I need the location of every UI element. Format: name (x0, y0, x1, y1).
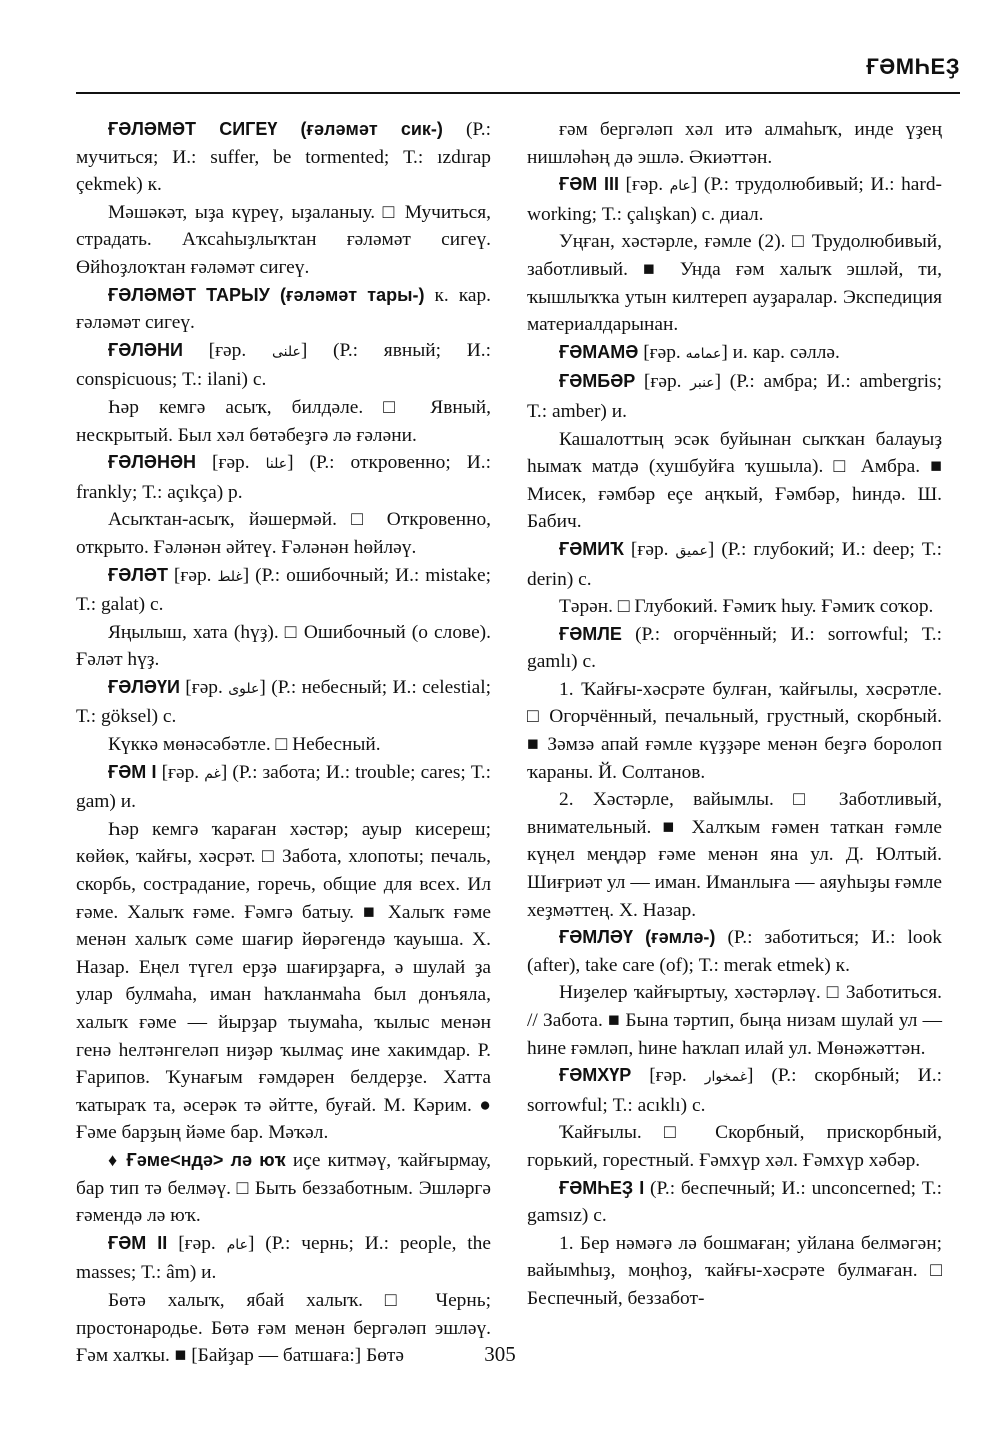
entry-text: (Р.: трудолюбивый; И.: hard-working; Т.: çalışkan) с. диал. (527, 174, 942, 225)
entry-text: (Р.: беспечный; И.: unconcerned; Т.: gamsız) с. (527, 1177, 943, 1227)
etymology-open: [ғәр. (167, 564, 218, 586)
dictionary-paragraph (76, 337, 491, 394)
entry-text: 1. Ҡайғы-хәсрәте булған, ҡайғылы, хәсрәтле. □ Огорчённый, печальный, грустный, скорбный. ■ Зәмзә апай ғәмле күҙҙәре менән беҙгә боролоп ҡараны. Й. Солтанов. (527, 678, 942, 783)
etymology-open: [ғәр. (623, 538, 676, 560)
dictionary-paragraph (76, 562, 491, 619)
running-head: ҒӘМҺЕҘ (866, 54, 960, 79)
dictionary-paragraph (527, 676, 942, 786)
arabic-etymon: عمامه (685, 345, 722, 362)
entry-text: Күккә мөнәсәбәтле. □ Небесный. (108, 734, 381, 756)
entry-text: ғәм бергәләп хәл итә алмаһыҡ, инде үҙең нишләһәң дә эшлә. Әкиәттән. (527, 119, 942, 168)
dictionary-paragraph (76, 731, 491, 759)
headword: ҒӘМБӘР (559, 371, 636, 392)
entry-text: Тәрән. □ Глубокий. Ғәмиҡ һыу. Ғәмиҡ соҡор. (559, 596, 934, 618)
headword: ҒӘЛӘТ (108, 564, 168, 585)
headword: ҒӘМАМӘ (559, 341, 639, 362)
arabic-etymon: عنبر (690, 375, 715, 392)
etymology-close: ] (287, 452, 294, 474)
entry-text: (Р.: откровенно; И.: frankly; Т.: açıkça) р. (76, 452, 491, 503)
entry-text: (Р.: ошибочный; И.: mistake; Т.: galat) с. (76, 564, 491, 616)
entry-text: (Р.: скорбный; И.: sorrowful; Т.: acıklı) с. (527, 1065, 942, 1116)
arabic-etymon: عميق (675, 542, 708, 559)
arabic-etymon: غم (204, 765, 221, 782)
headword: ҒӘМЛӘҮ (ғәмлә-) (559, 927, 716, 948)
entry-text: (Р.: мучиться; И.: suffer, be tormented; Т.: ızdırap çekmek) к. (76, 119, 491, 196)
entry-text: Яңылыш, хата (һүҙ). □ Ошибочный (о слове). Ғәләт һүҙ. (76, 621, 491, 671)
dictionary-paragraph (527, 786, 942, 924)
dictionary-paragraph (527, 228, 942, 338)
dictionary-paragraph (76, 759, 491, 816)
headword: ҒӘЛӘНӘН (108, 452, 197, 473)
etymology-open: [ғәр. (618, 174, 670, 196)
entry-text: Кашалоттың эсәк буйынан сыҡҡан балауыҙ һымаҡ матдә (хушбуйға ҡушыла). □ Амбра. ■ Мисек, ғәмбәр еҫе аңҡый, Ғәмбәр, һиндә. Ш. Бабич. (527, 428, 942, 533)
etymology-close: ] (300, 339, 308, 361)
entry-text: Уңған, хәстәрле, ғәмле (2). □ Трудолюбивый, заботливый. ■ Унда ғәм халыҡ эшләй, ти, ҡышлыҡҡа утын килтереп ауҙаралар. Экспедиция материалдарынан. (527, 231, 942, 336)
header-rule (76, 92, 960, 94)
dictionary-paragraph (527, 426, 942, 536)
entry-text: иҫе китмәү, ҡайғырмау, бар тип тә белмәү. □ Быть беззаботным. Эшләргә ғәмендә лә юҡ. (76, 1149, 492, 1227)
headword: ♦ Ғәме<ндә> лә юҡ (108, 1149, 286, 1170)
dictionary-paragraph (527, 1230, 942, 1313)
etymology-open: [ғәр. (156, 761, 205, 783)
dictionary-paragraph (527, 116, 942, 171)
dictionary-paragraph (76, 506, 491, 561)
headword: ҒӘЛӘНИ (108, 339, 183, 360)
page-number: 305 (484, 1342, 516, 1366)
headword: ҒӘЛӘМӘТ ТАРЫУ (ғәләмәт тары-) (108, 284, 425, 305)
arabic-etymon: علنى (271, 343, 301, 360)
entry-text: 1. Бер нәмәгә лә бошмаған; уйлана белмәгән; вайымһыҙ, моңһоҙ, ҡайғы-хәсрәте булмаған. □ Беспечный, беззабот- (527, 1232, 942, 1309)
etymology-close: ] (242, 564, 250, 586)
etymology-open: [ғәр. (179, 676, 229, 698)
dictionary-paragraph (527, 368, 942, 425)
entry-text: (Р.: забота; И.: trouble; cares; Т.: gam) и. (76, 761, 491, 813)
dictionary-paragraph (76, 282, 491, 337)
left-column (76, 116, 491, 1370)
entry-text: (Р.: амбра; И.: ambergris; Т.: amber) и. (527, 371, 942, 422)
arabic-etymon: عام (669, 178, 691, 195)
etymology-close: ] (690, 174, 698, 196)
etymology-close: ] (259, 676, 266, 698)
headword: ҒӘЛӘҮИ (108, 676, 180, 697)
dictionary-paragraph (527, 621, 942, 676)
dictionary-paragraph (527, 1119, 942, 1174)
dictionary-paragraph (527, 593, 942, 621)
dictionary-paragraph (527, 979, 942, 1062)
entry-text: Һәр кемгә ҡараған хәстәр; ауыр кисереш; көйөк, ҡайғы, хәсрәт. □ Забота, хлопоты; печаль, скорбь, сострадание, горечь, общие для всех. Ил ғәме. Халыҡ ғәме. Ғәмгә батыу. ■ Халыҡ ғәме менән халыҡ сәме шағир йөрәгендә ҡауыша. Х. Назар. Еңел түгел ерҙә шағирҙарға, ә шулай ҙа улар булмаһа, иман һаҡланмаһа был донъяла, халыҡ ғәме — йырҙар тыумаһа, ҡылыс менән генә һелтәнгеләп ниҙәр ҡылмаҫ ине хакимдар. Р. Ғарипов. Ҡунағым ғәмдәрен белдерҙе. Хатта ҡатыраҡ та, әсерәк тә әйтте, буғай. М. Кәрим. ● Ғәме барҙың йәме бар. Мәҡәл. (76, 818, 491, 1144)
entry-text: Мәшәкәт, ыҙа күреү, ыҙаланыу. □ Мучиться, страдать. Аҡсаһыҙлыҡтан ғәләмәт сигеү. Өйһоҙлоҡтан ғәләмәт сигеү. (76, 201, 491, 278)
headword: ҒӘМҺЕҘ I (559, 1177, 645, 1198)
entry-text: (Р.: огорчённый; И.: sorrowful; Т.: gamlı) с. (527, 623, 942, 673)
etymology-close: ] (747, 1065, 754, 1087)
etymology-close: ] (721, 341, 728, 363)
dictionary-paragraph (76, 394, 491, 449)
arabic-etymon: علوى (228, 680, 260, 697)
headword: ҒӘМХҮР (559, 1065, 632, 1086)
headword: ҒӘМ I (108, 761, 157, 782)
etymology-close: ] (714, 371, 722, 393)
dictionary-paragraph (76, 116, 491, 199)
dictionary-paragraph (76, 199, 491, 282)
etymology-open: [ғәр. (167, 1232, 227, 1254)
entry-text: (Р.: чернь; И.: people, the masses; Т.: âm) и. (76, 1232, 491, 1284)
dictionary-paragraph (76, 1147, 491, 1230)
arabic-etymon: غلط (217, 568, 243, 585)
headword: ҒӘМ III (559, 174, 619, 195)
etymology-open: [ғәр. (635, 371, 691, 393)
entry-text: Ниҙелер ҡайғыртыу, хәстәрләү. □ Заботиться. // Забота. ■ Бына тәртип, быңа низам шулай ул — һине ғәмләп, һине һаҡлап илай ул. Мөнәжәттән. (527, 982, 942, 1059)
entry-text: Һәр кемгә асыҡ, билдәле. □ Явный, нескрытый. Был хәл бөтәбеҙгә лә ғәләни. (76, 396, 491, 446)
etymology-open: [ғәр. (182, 339, 272, 361)
entry-text: (Р.: небесный; И.: celestial; Т.: göksel) с. (76, 676, 491, 728)
dictionary-paragraph (527, 536, 942, 593)
headword: ҒӘЛӘМӘТ СИГЕҮ (ғәләмәт сик-) (108, 119, 443, 139)
dictionary-paragraph (76, 1230, 491, 1287)
dictionary-paragraph (527, 1062, 942, 1119)
dictionary-paragraph (527, 1175, 942, 1230)
etymology-close: ] (247, 1232, 255, 1254)
entry-text: Бөтә халыҡ, ябай халыҡ. □ Чернь; простонародье. Бөтә ғәм менән бергәләп эшләү. Ғәм халҡы. ■ [Байҙар — батшаға:] Бөтә (76, 1289, 491, 1367)
dictionary-paragraph (527, 924, 942, 979)
entry-text: к. кар. ғәләмәт сигеү. (76, 284, 491, 334)
entry-text: и. кар. сәллә. (727, 341, 840, 363)
dictionary-paragraph (527, 339, 942, 369)
etymology-open: [ғәр. (196, 452, 266, 474)
dictionary-paragraph (527, 171, 942, 228)
etymology-open: [ғәр. (638, 341, 686, 363)
entry-text: Ҡайғылы. □ Скорбный, прискорбный, горький, горестный. Ғәмхүр хәл. Ғәмхүр хәбәр. (527, 1122, 942, 1171)
arabic-etymon: علنا (265, 456, 288, 473)
dictionary-paragraph (76, 816, 491, 1147)
dictionary-paragraph (76, 449, 491, 506)
arabic-etymon: عام (226, 1236, 248, 1253)
headword: ҒӘМЛЕ (559, 623, 622, 644)
headword: ҒӘМИҠ (559, 538, 624, 559)
etymology-open: [ғәр. (631, 1065, 705, 1087)
entry-text: (Р.: глубокий; И.: deep; Т.: derin) с. (527, 538, 942, 590)
entry-text: (Р.: явный; И.: conspicuous; Т.: ilani) с. (76, 339, 491, 391)
etymology-close: ] (707, 538, 715, 560)
etymology-close: ] (220, 761, 228, 783)
entry-text: 2. Хәстәрле, вайымлы. □ Заботливый, внимательный. ■ Халҡым ғәмен таткан ғәмле күңел меңдәр ғәме менән яна ул. Д. Юлтый. Шиғриәт ул — иман. Иманлыға — аяуһыҙы ғәмле хеҙмәттең. Х. Назар. (527, 789, 942, 921)
dictionary-paragraph (76, 674, 491, 731)
entry-text: (Р.: заботиться; И.: look (after), take care (of); Т.: merak etmek) к. (527, 927, 942, 976)
arabic-etymon: غمخوار (704, 1069, 748, 1086)
right-column (527, 116, 942, 1313)
entry-text: Асыҡтан-асыҡ, йәшермәй. □ Откровенно, открыто. Ғәләнән әйтеү. Ғәләнән һөйләү. (76, 509, 491, 558)
dictionary-paragraph (76, 619, 491, 674)
headword: ҒӘМ II (108, 1232, 168, 1253)
